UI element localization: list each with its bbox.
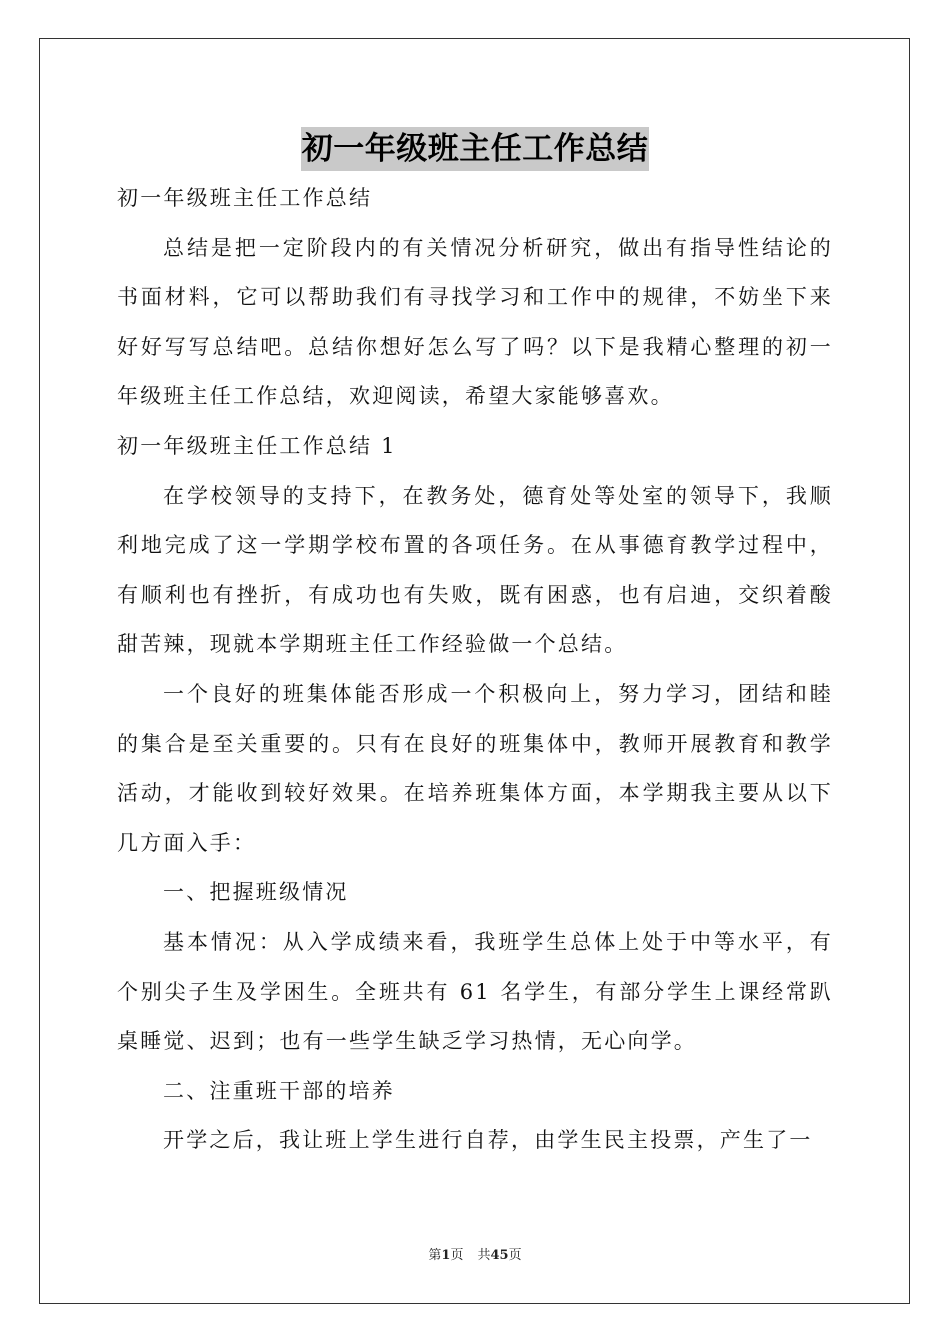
paragraph-body: 开学之后，我让班上学生进行自荐，由学生民主投票，产生了一 [163,1128,813,1153]
subheading-class-leaders: 二、注重班干部的培养 [163,1078,395,1103]
section-heading-1: 初一年级班主任工作总结 1 [117,433,397,458]
total-suffix: 页 [508,1248,522,1263]
paragraph-intro: 总结是把一定阶段内的有关情况分析研究，做出有指导性结论的书面材料，它可以帮助我们有寻找学习和工作中的规律，不妨坐下来好好写写总结吧。总结你想好怎么写了吗？以下是我精心整理的初一年级班主任工作总结，欢迎阅读，希望大家能够喜欢。 [117,235,833,409]
page-footer [0,1246,950,1266]
page-prefix: 第 [428,1248,442,1263]
page-suffix: 页 [450,1248,464,1263]
document-body [117,174,833,1166]
subheading-class-situation: 一、把握班级情况 [163,880,349,905]
total-prefix: 共 [477,1248,491,1263]
title-container [0,127,950,171]
paragraph-body: 在学校领导的支持下，在教务处，德育处等处室的领导下，我顺利地完成了这一学期学校布置的各项任务。在从事德育教学过程中，有顺利也有挫折，有成功也有失败，既有困惑，也有启迪，交织着酸甜苦辣，现就本学期班主任工作经验做一个总结。 [117,483,833,657]
paragraph-body: 一个良好的班集体能否形成一个积极向上，努力学习，团结和睦的集合是至关重要的。只有在良好的班集体中，教师开展教育和教学活动，才能收到较好效果。在培养班集体方面，本学期我主要从以下几方面入手： [117,681,833,855]
paragraph-body: 基本情况：从入学成绩来看，我班学生总体上处于中等水平，有个别尖子生及学困生。全班共有 61 名学生，有部分学生上课经常趴桌睡觉、迟到；也有一些学生缺乏学习热情，无心向学。 [117,929,833,1054]
page-number: 1 [441,1248,451,1263]
document-title: 初一年级班主任工作总结 [301,127,650,171]
total-pages: 45 [490,1248,509,1263]
paragraph-subtitle: 初一年级班主任工作总结 [117,186,373,210]
